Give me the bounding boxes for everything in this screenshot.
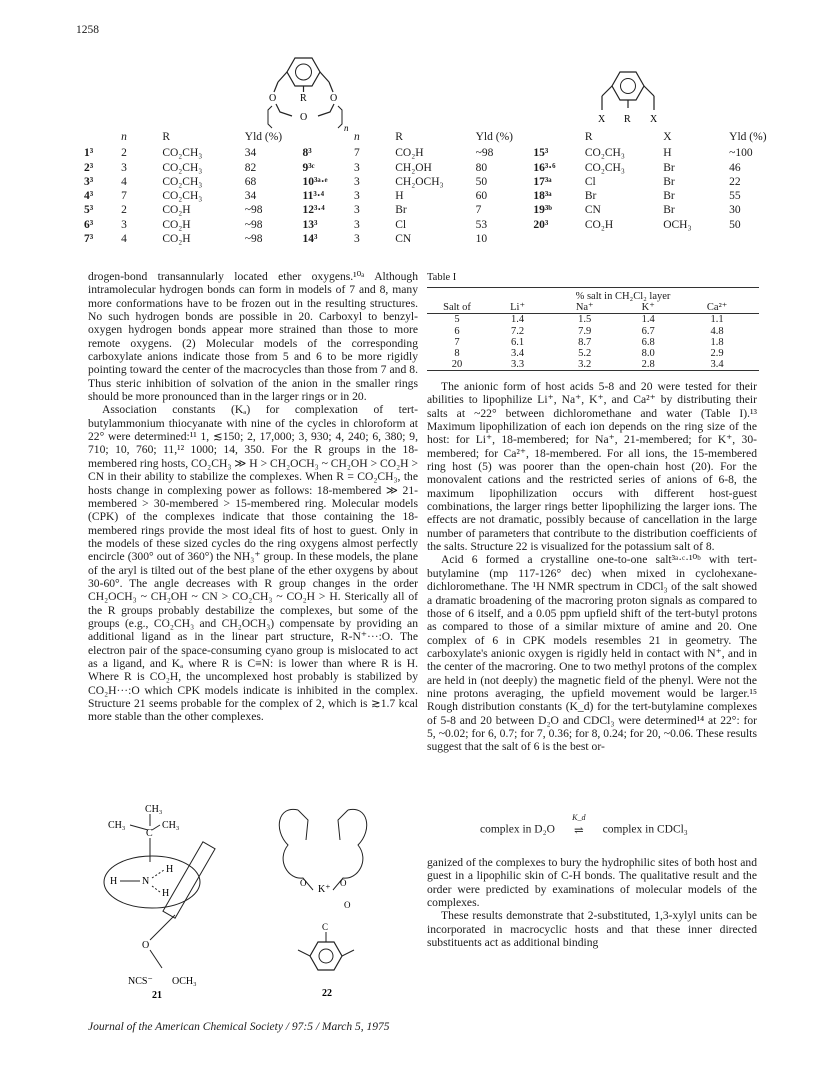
- compound-number: 15³: [533, 147, 549, 160]
- table-cell: 3: [354, 233, 360, 246]
- table-row: [427, 348, 759, 359]
- table-cell: 22: [729, 175, 741, 188]
- paragraph: drogen-bond transannularly located ether oxygens.¹⁰ᵃ Although intramolecular hydrogen bonds can form in models of 7 and 8, many more conformations have to be frozen out in the resulting structures. No such hydrogen bonds are possible in 20. Carboxyl to benzyl-oxygen hydrogen bonds appear more strained than those to more remote oxygens. (2) Molecular models of the corresponding carboxylate anions indicate those from 5 and 6 to be more rigidly pointing toward the center of the macrocycles than those from 7 and 8. Thus steric inhibition of solvation of the anion in the smaller rings should be more pronounced than in the larger rings or in 20.: [88, 270, 418, 404]
- table-caption: Table I: [427, 272, 457, 283]
- paragraph: The anionic form of host acids 5-8 and 20 were tested for their abilities to lipophilize Li⁺, Na⁺, K⁺, and Ca²⁺ by distributing their salts at ~22° between dichloromethane and water (Table I).¹³ Maximum lipophilization of each ion depends on the ring size of the host: for Li⁺, 18-membered; for Na⁺, 21-membered; for K⁺, 30-membered; for Ca²⁺, 18-membered. For all ions, the 15-membered ring host (5) was poorer than the open-chain host (20). For the monovalent cations and the restricted series of anions of 6-8, the maximum lipophilization occurs with different host-guest combinations, the larger rings better lipophilizing the larger ions. The effects are not dramatic, possibly because of cancellation in the large number of parameters that contribute to the distribution coefficients of the salts. Structure 22 is visualized for the potassium salt of 8.: [427, 380, 757, 554]
- table-cell: 7: [454, 336, 460, 348]
- table-cell: Cl: [395, 218, 407, 231]
- table-cell: 7.9: [578, 325, 592, 337]
- table-cell: CO₂CH₃: [584, 161, 625, 174]
- table-cell: CO₂H: [162, 233, 191, 246]
- struct-x-group: X: [598, 114, 606, 125]
- table-cell: H: [395, 190, 404, 203]
- table-cell: 6: [454, 325, 460, 337]
- struct-oxygen: O: [300, 112, 308, 123]
- aromatic-circle: [296, 64, 312, 80]
- compound-number: 19³ᵇ: [533, 204, 553, 217]
- col-header: K⁺: [621, 302, 675, 314]
- struct-n-subscript: n: [344, 123, 349, 132]
- header-yield: Yld (%): [244, 131, 283, 143]
- methyl-label: CH₃: [145, 804, 163, 815]
- table-cell: 7: [475, 204, 482, 217]
- table-cell: ~100: [729, 147, 753, 160]
- table-cell: 1.4: [641, 314, 655, 326]
- col-header: Li⁺: [487, 302, 548, 314]
- hydrogen-label: H: [110, 876, 118, 887]
- table-cell: CO₂H: [162, 204, 191, 217]
- table-cell: ~98: [244, 218, 263, 231]
- table-cell: 7.2: [511, 325, 525, 337]
- table-row: [84, 218, 774, 232]
- span-header: % salt in CH₂Cl₂ layer: [487, 288, 759, 303]
- table-cell: 3: [354, 190, 360, 203]
- compound-number: 4³: [84, 190, 94, 203]
- table-cell: 3: [354, 161, 360, 174]
- header-r: R: [395, 131, 403, 143]
- kd-label: K_d: [572, 813, 586, 822]
- table-row: [427, 359, 759, 371]
- left-text-column: [88, 270, 418, 724]
- table-cell: CH₂OH: [395, 161, 432, 174]
- header-n: n: [354, 131, 360, 143]
- table-cell: 6.8: [641, 336, 655, 348]
- header-x: X: [663, 131, 672, 143]
- table-cell: 4.8: [710, 325, 724, 337]
- paragraph: These results demonstrate that 2-substituted, 1,3-xylyl units can be incorporated in macrocyclic hosts and that these inner directed substituents act as additional binding: [427, 909, 757, 950]
- table-cell: 4: [121, 233, 127, 246]
- compound-number: 3³: [84, 175, 94, 188]
- table-cell: 30: [729, 204, 741, 217]
- hydrogen-label: H: [162, 888, 170, 899]
- table-cell: 5.2: [578, 348, 592, 360]
- table-row: [84, 175, 774, 189]
- structure-label: 22: [322, 988, 332, 999]
- compound-number: 9³ᶜ: [302, 161, 315, 174]
- table-cell: 68: [244, 175, 257, 188]
- table-cell: OCH₃: [663, 218, 692, 231]
- table-row: [427, 337, 759, 348]
- right-text-column-continued: [427, 856, 757, 949]
- table-row: [84, 189, 774, 203]
- table-cell: 5: [454, 314, 460, 326]
- table-cell: 50: [475, 175, 488, 188]
- methyl-label: CH₃: [108, 820, 126, 831]
- distribution-equation: [480, 813, 688, 837]
- table-row: [427, 314, 759, 326]
- table-row: [427, 326, 759, 337]
- table-cell: 1.1: [710, 314, 724, 326]
- table-cell: 2: [121, 204, 127, 217]
- carbon-label: C: [322, 922, 329, 932]
- header-r: R: [162, 131, 170, 143]
- table-cell: CO₂H: [584, 218, 614, 231]
- table-cell: 3: [354, 204, 360, 217]
- table-row: [84, 232, 774, 246]
- table-cell: 10: [475, 233, 488, 246]
- table-cell: Br: [663, 175, 675, 188]
- compound-number: 13³: [302, 218, 318, 231]
- table-cell: 80: [475, 161, 488, 174]
- carbon-label: C: [146, 828, 153, 839]
- hydrogen-label: H: [166, 864, 174, 875]
- structure-label: 21: [152, 990, 162, 1000]
- table-cell: ~98: [244, 204, 263, 217]
- table-cell: Br: [395, 204, 407, 217]
- aromatic-circle: [621, 79, 636, 94]
- macroring-path: [279, 809, 366, 890]
- table-cell: [729, 232, 774, 246]
- table-cell: CN: [584, 204, 601, 217]
- table-cell: 55: [729, 190, 741, 203]
- struct-r-group: R: [300, 93, 307, 104]
- page-number: 1258: [76, 24, 99, 36]
- compound-number: 11³·⁴: [302, 190, 325, 203]
- col-header: Ca²⁺: [675, 302, 759, 314]
- col-header: Salt of: [427, 302, 487, 314]
- table-cell: ~98: [244, 233, 263, 246]
- table-i: [427, 272, 759, 371]
- table-cell: 53: [475, 218, 488, 231]
- structure-22: [258, 790, 398, 1000]
- table-cell: 2.9: [710, 348, 724, 360]
- oxygen-label: O: [300, 878, 307, 888]
- table-cell: 3: [354, 175, 360, 188]
- table-cell: 8.7: [578, 336, 592, 348]
- table-row: [84, 146, 774, 160]
- benzene-ring: [612, 72, 644, 100]
- col-header: Na⁺: [548, 302, 621, 314]
- table-cell: 8: [454, 348, 460, 360]
- table-cell: ~98: [475, 147, 494, 160]
- table-cell: Br: [663, 161, 675, 174]
- table-cell: 3.4: [675, 359, 759, 371]
- compound-number: 12³·⁴: [302, 204, 325, 217]
- header-yield: Yld (%): [729, 131, 767, 143]
- table-cell: CO₂H: [162, 218, 191, 231]
- header-n: n: [121, 131, 127, 143]
- compound-number: [533, 232, 585, 246]
- table-cell: 1.8: [710, 336, 724, 348]
- table-cell: CO₂CH₃: [162, 175, 203, 188]
- table-header-row: [427, 302, 759, 314]
- compound-table: [84, 130, 774, 246]
- equilibrium-arrow: [558, 813, 600, 837]
- structure-21: [100, 800, 230, 1000]
- table-cell: 2.8: [621, 359, 675, 371]
- header-yield: Yld (%): [475, 131, 513, 143]
- potassium-label: K⁺: [318, 884, 331, 895]
- table-cell: Cl: [584, 175, 596, 188]
- phenyl-ring-edge: [163, 842, 215, 918]
- table-row: [84, 203, 774, 217]
- table-cell: CN: [395, 233, 412, 246]
- table-cell: Br: [663, 204, 675, 217]
- paragraph: Association constants (Kₐ) for complexation of tert-butylammonium thiocyanate with nine of the cycles in chloroform at 22° were determined:¹¹ 1, ≲150; 2, 17,000; 3, 930; 4, 240; 6, 380; 9, 710; 10, 760; 11,¹² 1000; 14, 350. For the R groups in the 18-membered ring hosts, CO₂CH₃ ≫ H > CH₂OCH₃ ~ CH₂OH > CO₂H > CN in their ability to stabilize the complexes. When R = CO₂CH₃, the hosts change in complexing power as follows: 18-membered ≫ 21-membered > 30-membered > 15-membered ring. Molecular models (CPK) of the complexes indicate that those containing the 18-membered rings provide the most ideal fits of host to guest. Only in the models of these sized cycles do the ring oxygens almost perfectly encircle (300° out of 360°) the NH₃⁺ group. In these models, the plane of the aryl is tilted out of the best plane of the ether oxygens by about 30-60°. The angle decreases with R group changes in the order CH₂OCH₃ ~ CH₂OH ~ CN > CO₂CH₃ ~ CO₂H > H. Sterically all of the R groups probably destabilize the complexes, but some of the groups (e.g., CO₂CH₃ and CH₂OCH₃) compensate by providing an additional ligand as in the linear part structure, R-N⁺···:O. The electron pair of the space-consuming cyano group is mislocated to act as a ligand, and Kₐ where R is C≡N: is lower than where R is H. Where R is CO₂H, the uncomplexed host probably is stabilized by CO₂H···:O which CPK models indicate is inhibited in the complex. Structure 21 seems probable for the complex of 2, which is ≳1.7 kcal more stable than the other complexes.: [88, 403, 418, 724]
- table-cell: 34: [244, 147, 257, 160]
- compound-number: 10³ᵃ·ᵉ: [302, 175, 328, 188]
- header-r: R: [584, 131, 593, 143]
- arrow-glyph: ⇌: [573, 825, 584, 837]
- table-cell: 3: [121, 218, 127, 231]
- table-cell: 1.4: [511, 314, 525, 326]
- compound-number: 8³: [302, 147, 312, 160]
- compound-number: 7³: [84, 233, 94, 246]
- oxygen-label: O: [344, 900, 351, 910]
- compound-number: 18³ᵃ: [533, 190, 552, 203]
- table-cell: 6.7: [641, 325, 655, 337]
- crown-ether-general-structure: [240, 52, 370, 132]
- table-cell: 2: [121, 147, 127, 160]
- nitrogen-label: N: [142, 876, 150, 887]
- methoxy-label: OCH₃: [172, 976, 197, 987]
- journal-footer: Journal of the American Chemical Society / 97:5 / March 5, 1975: [88, 1021, 390, 1033]
- table-cell: 6.1: [511, 336, 525, 348]
- struct-oxygen: O: [269, 93, 277, 104]
- table-cell: Br: [584, 190, 597, 203]
- table-cell: Br: [663, 190, 675, 203]
- open-chain-structure: [590, 68, 670, 128]
- table-cell: 46: [729, 161, 741, 174]
- table-cell: CO₂H: [395, 147, 424, 160]
- table-cell: CO₂CH₃: [162, 147, 203, 160]
- thiocyanate-label: NCS⁻: [128, 976, 153, 987]
- table-cell: CO₂CH₃: [584, 147, 625, 160]
- table-cell: 7: [121, 190, 127, 203]
- compound-number: 14³: [302, 233, 318, 246]
- table-cell: 3.4: [511, 348, 525, 360]
- aromatic-circle: [319, 949, 333, 963]
- table-cell: 1.5: [578, 314, 592, 326]
- table-row: [84, 161, 774, 175]
- compound-number: 16³·⁶: [533, 161, 556, 174]
- table-cell: 34: [244, 190, 257, 203]
- table-cell: [585, 232, 663, 246]
- table-cell: 8.0: [641, 348, 655, 360]
- equation-left: complex in D₂O: [480, 823, 555, 836]
- table-cell: 82: [244, 161, 257, 174]
- table-cell: 4: [121, 175, 127, 188]
- table-cell: 3: [121, 161, 127, 174]
- table-cell: 50: [729, 218, 741, 231]
- table-cell: CO₂CH₃: [162, 190, 203, 203]
- equation-right: complex in CDCl₃: [602, 823, 688, 836]
- compound-number: 6³: [84, 218, 94, 231]
- table-cell: 3.3: [487, 359, 548, 371]
- compound-number: 2³: [84, 161, 94, 174]
- compound-number: 20³: [533, 218, 549, 231]
- benzene-ring: [310, 942, 342, 970]
- table-cell: H: [663, 147, 672, 160]
- struct-r-group: R: [624, 114, 631, 125]
- right-text-column: [427, 380, 757, 754]
- table-cell: 3: [354, 218, 360, 231]
- methyl-label: CH₃: [162, 820, 180, 831]
- paragraph: ganized of the complexes to bury the hydrophilic sites of both host and guest in a lipophilic skin of C-H bonds. The qualitative result and the order were predicted by examinations of molecular models of the complexes.: [427, 856, 757, 910]
- compound-number: 5³: [84, 204, 94, 217]
- compound-number: 17³ᵃ: [533, 175, 552, 188]
- struct-x-group: X: [650, 114, 658, 125]
- oxygen-label: O: [142, 940, 150, 951]
- oxygen-label: O: [340, 878, 347, 888]
- table-cell: 20: [427, 359, 487, 371]
- table-cell: 7: [354, 147, 360, 160]
- table-cell: 3.2: [548, 359, 621, 371]
- table-span-header-row: [427, 288, 759, 303]
- table-header-row: [84, 130, 774, 146]
- table-cell: [663, 232, 729, 246]
- benzene-ring: [287, 58, 320, 86]
- table-cell: CH₂OCH₃: [395, 175, 444, 188]
- struct-oxygen: O: [330, 93, 338, 104]
- paragraph: Acid 6 formed a crystalline one-to-one salt³ᵃ·ᶜ·¹⁰ᵇ with tert-butylamine (mp 117-126° dec) when mixed in cyclohexane-dichloromethane. The ¹H NMR spectrum in CDCl₃ of the salt showed a dramatic broadening of the macroring proton signals as compared to those of 6 itself, and a 0.05 ppm upfield shift of the tert-butyl protons as compared to those of a similar mixture of amine and 20. One complex of 6 in CPK models resembles 21 in geometry. The carboxylate's anionic oxygen is rigidly held in contact with N⁺, and in the center of the macroring. One to two methyl protons of the complex are held in (not deeply) the magnetic field of the phenyl. Were not the nine protons averaging, the upfield movement would be larger.¹⁵ Rough distribution constants (K_d) for the tert-butylamine complexes of 5-8 and 20 between D₂O and CDCl₃ were determined¹⁴ at 22°: for 5, ~0.02; for 6, 0.7; for 7, 0.36; for 8, 0.24; for 20, ~0.06. These results suggest that the salt of 6 is the best or-: [427, 553, 757, 754]
- compound-number: 1³: [84, 147, 94, 160]
- table-cell: 60: [475, 190, 488, 203]
- table-cell: CO₂CH₃: [162, 161, 203, 174]
